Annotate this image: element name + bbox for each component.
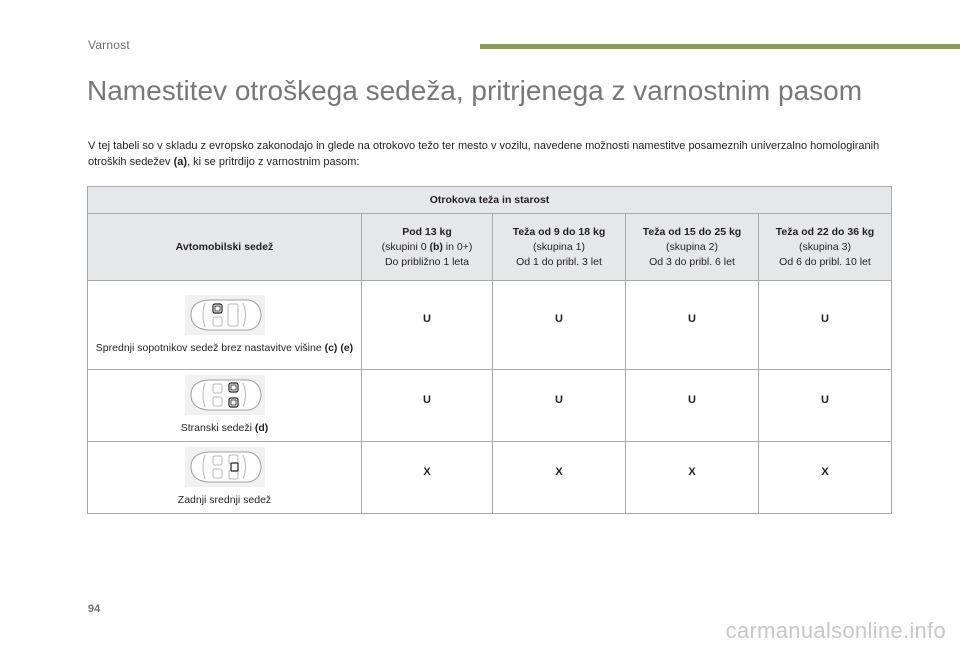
seat-cell bbox=[88, 281, 362, 370]
table-column-header-row bbox=[88, 214, 892, 281]
car-rear-side-seats-icon bbox=[185, 375, 265, 415]
group-header: Otrokova teža in starost bbox=[88, 187, 892, 214]
column-header-1: Teža od 9 do 18 kg (skupina 1) Od 1 do pribl. 3 let bbox=[493, 214, 626, 281]
seat-label: Stranski sedeži (d) bbox=[180, 422, 269, 434]
value-cell: U bbox=[626, 281, 759, 370]
table-row bbox=[88, 442, 892, 514]
accent-bar bbox=[480, 44, 960, 49]
car-front-passenger-seat-icon bbox=[185, 295, 265, 335]
column-header-2: Teža od 15 do 25 kg (skupina 2) Od 3 do pribl. 6 let bbox=[626, 214, 759, 281]
page-title: Namestitev otroškega sedeža, pritrjenega z varnostnim pasom bbox=[87, 75, 863, 106]
intro-paragraph bbox=[88, 138, 888, 170]
row-header: Avtomobilski sedež bbox=[88, 214, 362, 281]
value-cell: U bbox=[759, 281, 892, 370]
seat-label: Sprednji sopotnikov sedež brez nastavitve višine (c) (e) bbox=[95, 341, 354, 354]
value-cell: X bbox=[493, 442, 626, 514]
intro-text-before: V tej tabeli so v skladu z evropsko zakonodajo in glede na otrokovo težo ter mesto v vozilu, navedene možnosti namestitve posameznih univerzalno homologiranih otroških sedežev bbox=[88, 140, 880, 168]
table-row bbox=[88, 281, 892, 370]
seat-cell bbox=[88, 442, 362, 514]
value-cell: U bbox=[493, 281, 626, 370]
value-cell: U bbox=[362, 281, 493, 370]
column-header-0: Pod 13 kg (skupini 0 (b) in 0+) Do približno 1 leta bbox=[362, 214, 493, 281]
intro-ref: (a) bbox=[173, 156, 188, 168]
seat-cell bbox=[88, 370, 362, 442]
column-header-3: Teža od 22 do 36 kg (skupina 3) Od 6 do pribl. 10 let bbox=[759, 214, 892, 281]
table-row bbox=[88, 370, 892, 442]
value-cell: X bbox=[759, 442, 892, 514]
value-cell: U bbox=[759, 370, 892, 442]
car-rear-middle-seat-icon bbox=[185, 447, 265, 487]
intro-text-after: , ki se pritrdijo z varnostnim pasom: bbox=[187, 156, 360, 168]
table-group-header-row bbox=[88, 187, 892, 214]
child-seat-table bbox=[87, 186, 892, 514]
page-number: 94 bbox=[88, 603, 101, 615]
value-cell: U bbox=[493, 370, 626, 442]
seat-label: Zadnji srednji sedež bbox=[177, 494, 272, 506]
value-cell: X bbox=[362, 442, 493, 514]
value-cell: U bbox=[362, 370, 493, 442]
section-label: Varnost bbox=[88, 38, 130, 52]
value-cell: U bbox=[626, 370, 759, 442]
value-cell: X bbox=[626, 442, 759, 514]
watermark: carmanualsonline.info bbox=[725, 618, 946, 643]
